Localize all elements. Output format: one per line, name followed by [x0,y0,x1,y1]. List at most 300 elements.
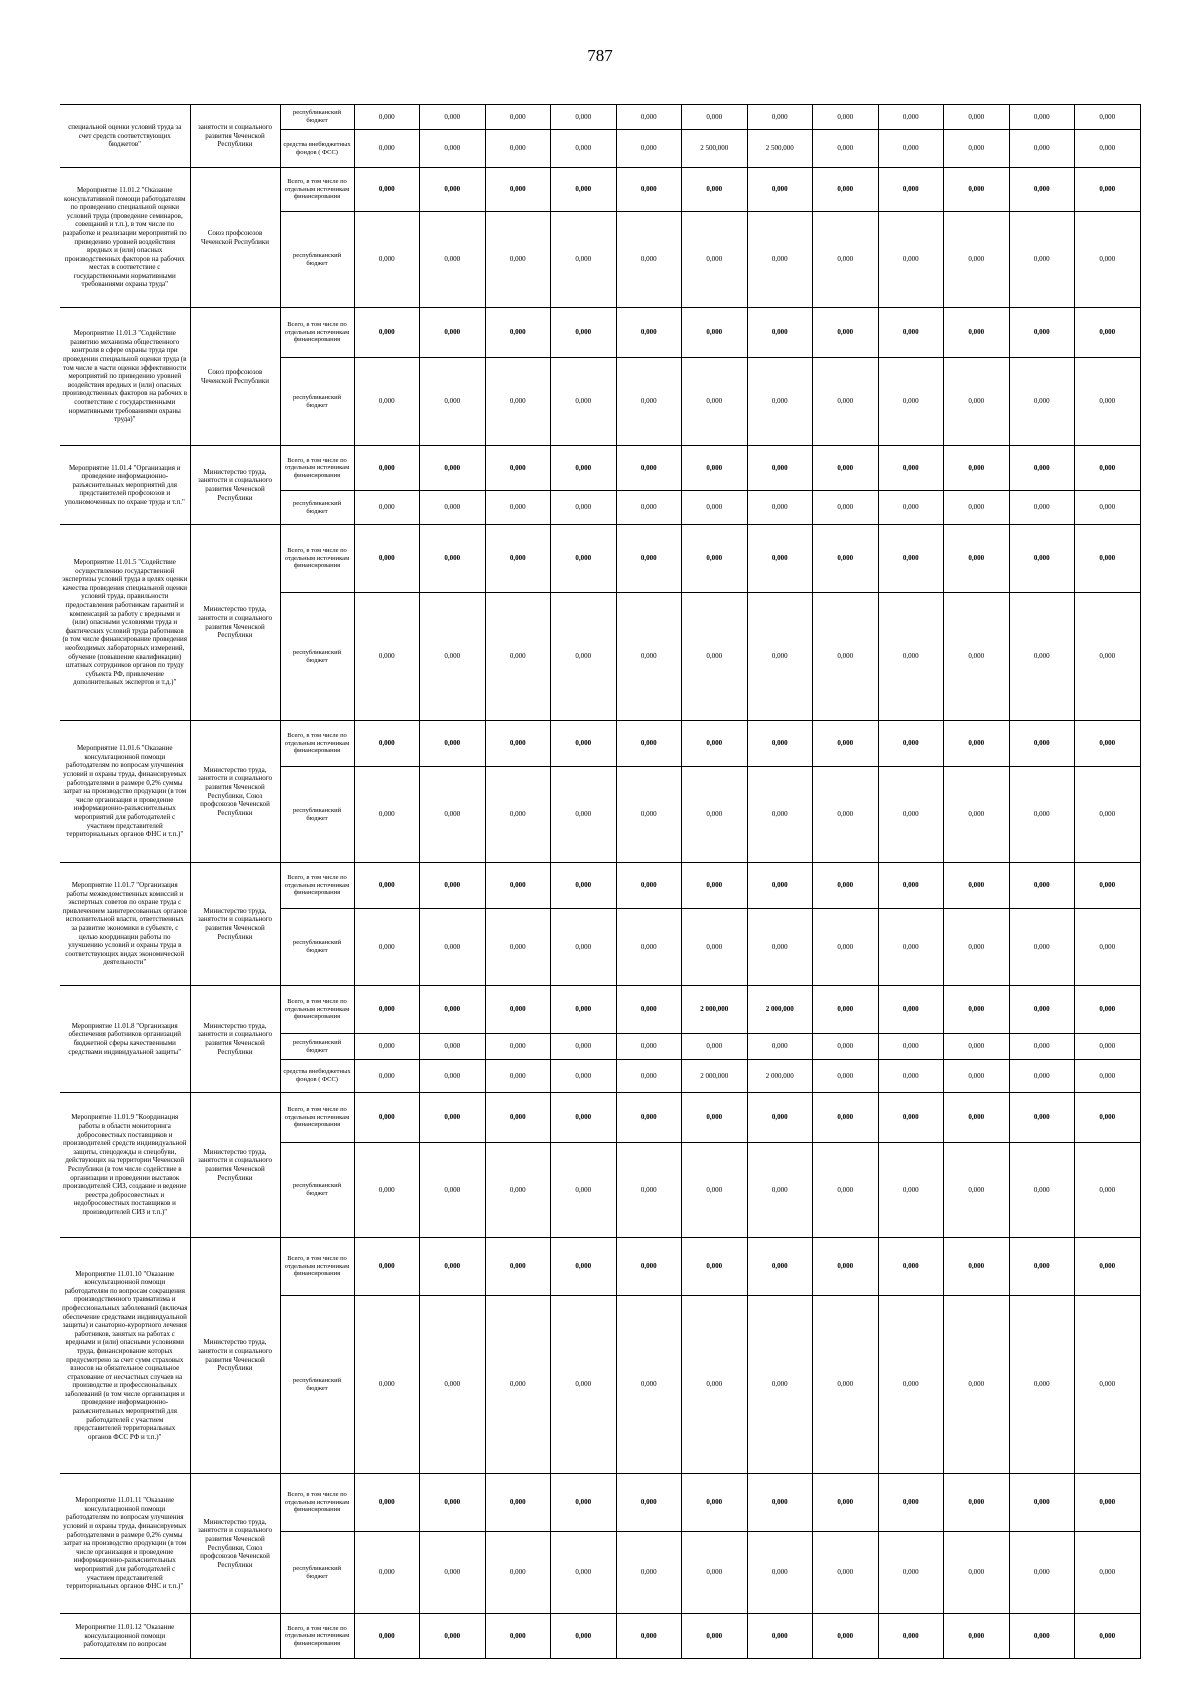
executor-cell: Министерство труда, занятости и социального развития Чеченской Республики, Союз профсоюзов Чеченской Республики [190,721,280,863]
amount-cell: 0,000 [420,1296,486,1474]
amount-cell: 0,000 [747,721,813,767]
amount-cell: 0,000 [878,1474,944,1532]
amount-cell: 0,000 [944,1614,1010,1659]
page-number: 787 [587,46,613,65]
amount-cell: 0,000 [944,1532,1010,1614]
amount-cell: 0,000 [1075,1034,1141,1060]
amount-cell: 0,000 [551,212,617,308]
amount-cell: 0,000 [485,525,551,593]
budget-table [60,104,1141,1659]
amount-cell: 0,000 [747,446,813,491]
executor-cell [190,1614,280,1659]
amount-cell: 0,000 [420,593,486,721]
amount-cell: 0,000 [1009,1034,1075,1060]
amount-cell: 0,000 [1009,863,1075,909]
amount-cell: 0,000 [485,721,551,767]
amount-cell: 0,000 [1009,1093,1075,1143]
table-row [60,986,1140,1034]
amount-cell: 0,000 [551,446,617,491]
amount-cell: 0,000 [485,1060,551,1093]
amount-cell: 0,000 [616,863,682,909]
amount-cell: 0,000 [354,446,420,491]
amount-cell: 0,000 [813,446,879,491]
amount-cell: 0,000 [682,593,748,721]
amount-cell: 2 500,000 [747,130,813,168]
amount-cell: 0,000 [354,525,420,593]
amount-cell: 0,000 [354,1060,420,1093]
amount-cell: 0,000 [485,909,551,986]
amount-cell: 0,000 [878,721,944,767]
amount-cell: 0,000 [354,1614,420,1659]
amount-cell: 0,000 [682,767,748,863]
amount-cell: 0,000 [1075,1060,1141,1093]
amount-cell: 0,000 [485,491,551,525]
amount-cell: 0,000 [551,130,617,168]
amount-cell: 0,000 [944,1474,1010,1532]
amount-cell: 0,000 [878,525,944,593]
amount-cell: 0,000 [813,1143,879,1238]
amount-cell: 0,000 [485,212,551,308]
amount-cell: 0,000 [420,767,486,863]
amount-cell: 0,000 [944,1093,1010,1143]
amount-cell: 0,000 [682,491,748,525]
amount-cell: 0,000 [485,105,551,130]
amount-cell: 0,000 [747,168,813,212]
amount-cell: 0,000 [682,1093,748,1143]
amount-cell: 0,000 [878,1060,944,1093]
amount-cell: 0,000 [944,1238,1010,1296]
amount-cell: 0,000 [944,593,1010,721]
activity-cell: Мероприятие 11.01.12 "Оказание консультационной помощи работодателям по вопросам [60,1614,190,1659]
activity-cell: Мероприятие 11.01.9 "Координация работы в области мониторинга добросовестных поставщиков и производителей средств индивидуальной защиты, спецодежды и спецобуви, действующих на территории Чеченской Республики (в том числе содействие в организации и проведении выставок производителей СИЗ, создание и ведение реестра добросовестных и недобросовестных поставщиков и производителей СИЗ и т.п.)" [60,1093,190,1238]
amount-cell: 0,000 [878,130,944,168]
amount-cell: 0,000 [878,986,944,1034]
executor-cell: Министерство труда, занятости и социального развития Чеченской Республики [190,1093,280,1238]
funding-source-cell: Всего, в том числе по отдельным источникам финансирования [280,308,354,358]
amount-cell: 0,000 [354,1034,420,1060]
amount-cell: 0,000 [420,491,486,525]
amount-cell: 0,000 [354,308,420,358]
amount-cell: 0,000 [551,1238,617,1296]
amount-cell: 0,000 [551,1093,617,1143]
amount-cell: 0,000 [551,721,617,767]
amount-cell: 0,000 [1075,1474,1141,1532]
amount-cell: 0,000 [747,767,813,863]
amount-cell: 0,000 [1075,491,1141,525]
amount-cell: 0,000 [813,986,879,1034]
activity-cell: специальной оценки условий труда за счет средств соответствующих бюджетов" [60,105,190,168]
amount-cell: 0,000 [354,1474,420,1532]
amount-cell: 0,000 [551,1296,617,1474]
amount-cell: 0,000 [485,308,551,358]
amount-cell: 0,000 [1075,446,1141,491]
amount-cell: 0,000 [682,212,748,308]
amount-cell: 0,000 [878,491,944,525]
amount-cell: 0,000 [354,1143,420,1238]
amount-cell: 0,000 [354,168,420,212]
amount-cell: 0,000 [747,909,813,986]
amount-cell: 0,000 [1075,525,1141,593]
amount-cell: 0,000 [420,130,486,168]
amount-cell: 0,000 [551,986,617,1034]
amount-cell: 0,000 [354,1532,420,1614]
amount-cell: 0,000 [682,168,748,212]
amount-cell: 0,000 [813,863,879,909]
amount-cell: 0,000 [682,358,748,446]
amount-cell: 0,000 [1009,909,1075,986]
amount-cell: 2 000,000 [747,1060,813,1093]
amount-cell: 0,000 [1009,1296,1075,1474]
table-row [60,105,1140,130]
funding-source-cell: Всего, в том числе по отдельным источникам финансирования [280,1093,354,1143]
amount-cell: 0,000 [551,1532,617,1614]
amount-cell: 2 000,000 [747,986,813,1034]
amount-cell: 0,000 [944,909,1010,986]
amount-cell: 0,000 [420,308,486,358]
funding-source-cell: средства внебюджетных фондов ( ФСС) [280,130,354,168]
amount-cell: 0,000 [747,1093,813,1143]
amount-cell: 0,000 [551,1143,617,1238]
amount-cell: 0,000 [616,105,682,130]
amount-cell: 0,000 [813,1060,879,1093]
amount-cell: 0,000 [878,1532,944,1614]
amount-cell: 0,000 [1075,863,1141,909]
amount-cell: 0,000 [682,909,748,986]
activity-cell: Мероприятие 11.01.5 "Содействие осуществлению государственной экспертизы условий труда в целях оценки качества проведения специальной оценки условий труда, правильности предоставления работникам гарантий и компенсаций за работу с вредными и (или) опасными условиями труда и фактических условий труда работников (в том числе финансирование проведения необходимых лабораторных измерений, обучение (повышение квалификации) штатных сотрудников органов по труду субъекта РФ, привлечение дополнительных экспертов и т.д.)" [60,525,190,721]
amount-cell: 0,000 [747,1034,813,1060]
amount-cell: 0,000 [813,1614,879,1659]
amount-cell: 0,000 [878,168,944,212]
amount-cell: 0,000 [944,168,1010,212]
amount-cell: 0,000 [944,1143,1010,1238]
amount-cell: 0,000 [682,1532,748,1614]
amount-cell: 0,000 [354,863,420,909]
amount-cell: 0,000 [420,1238,486,1296]
amount-cell: 0,000 [1075,986,1141,1034]
amount-cell: 0,000 [878,863,944,909]
amount-cell: 0,000 [485,767,551,863]
amount-cell: 0,000 [878,308,944,358]
amount-cell: 0,000 [354,593,420,721]
amount-cell: 0,000 [682,1296,748,1474]
amount-cell: 0,000 [551,1474,617,1532]
amount-cell: 0,000 [682,721,748,767]
amount-cell: 0,000 [878,909,944,986]
executor-cell: Министерство труда, занятости и социального развития Чеченской Республики [190,1238,280,1474]
amount-cell: 0,000 [551,491,617,525]
amount-cell: 0,000 [485,1238,551,1296]
amount-cell: 0,000 [485,986,551,1034]
amount-cell: 0,000 [1009,1238,1075,1296]
executor-cell: Министерство труда, занятости и социального развития Чеченской Республики [190,446,280,525]
amount-cell: 0,000 [747,105,813,130]
table-row [60,1093,1140,1143]
amount-cell: 0,000 [747,308,813,358]
amount-cell: 0,000 [813,767,879,863]
amount-cell: 0,000 [420,909,486,986]
amount-cell: 0,000 [420,212,486,308]
amount-cell: 0,000 [878,1296,944,1474]
amount-cell: 0,000 [878,105,944,130]
amount-cell: 0,000 [616,767,682,863]
amount-cell: 0,000 [813,130,879,168]
amount-cell: 0,000 [1075,1143,1141,1238]
amount-cell: 0,000 [616,986,682,1034]
amount-cell: 0,000 [682,863,748,909]
amount-cell: 0,000 [944,1034,1010,1060]
amount-cell: 0,000 [878,1238,944,1296]
amount-cell: 0,000 [1009,525,1075,593]
funding-source-cell: республиканский бюджет [280,1532,354,1614]
amount-cell: 0,000 [813,308,879,358]
amount-cell: 0,000 [1009,446,1075,491]
funding-source-cell: Всего, в том числе по отдельным источникам финансирования [280,1238,354,1296]
amount-cell: 0,000 [944,525,1010,593]
amount-cell: 2 000,000 [682,986,748,1034]
amount-cell: 0,000 [1009,308,1075,358]
amount-cell: 0,000 [616,1532,682,1614]
amount-cell: 0,000 [616,1034,682,1060]
table-row [60,308,1140,358]
amount-cell: 0,000 [813,593,879,721]
amount-cell: 0,000 [551,1614,617,1659]
amount-cell: 0,000 [616,212,682,308]
amount-cell: 0,000 [747,212,813,308]
amount-cell: 0,000 [944,986,1010,1034]
amount-cell: 0,000 [682,308,748,358]
amount-cell: 0,000 [485,168,551,212]
amount-cell: 0,000 [1009,767,1075,863]
activity-cell: Мероприятие 11.01.7 "Организация работы межведомственных комиссий и экспертных советов по охране труда с привлечением заинтересованных органов исполнительной власти, ответственных за развитие экономики в субъекте, с целью координации работы по улучшению условий и охраны труда в соответствующих видах экономической деятельности" [60,863,190,986]
amount-cell: 0,000 [551,909,617,986]
amount-cell: 0,000 [944,491,1010,525]
amount-cell: 0,000 [1009,105,1075,130]
amount-cell: 0,000 [354,986,420,1034]
amount-cell: 0,000 [813,358,879,446]
amount-cell: 0,000 [813,525,879,593]
amount-cell: 0,000 [485,1143,551,1238]
amount-cell: 0,000 [944,308,1010,358]
amount-cell: 0,000 [1009,358,1075,446]
table-row [60,863,1140,909]
amount-cell: 0,000 [1009,130,1075,168]
amount-cell: 0,000 [878,1034,944,1060]
amount-cell: 0,000 [747,525,813,593]
amount-cell: 0,000 [420,446,486,491]
amount-cell: 0,000 [420,358,486,446]
funding-source-cell: Всего, в том числе по отдельным источникам финансирования [280,168,354,212]
amount-cell: 2 000,000 [682,1060,748,1093]
amount-cell: 0,000 [1075,593,1141,721]
amount-cell: 0,000 [944,130,1010,168]
amount-cell: 0,000 [354,1238,420,1296]
amount-cell: 0,000 [944,1296,1010,1474]
amount-cell: 0,000 [944,105,1010,130]
executor-cell: Министерство труда, занятости и социального развития Чеченской Республики [190,986,280,1093]
amount-cell: 0,000 [813,491,879,525]
amount-cell: 0,000 [1009,168,1075,212]
funding-source-cell: республиканский бюджет [280,593,354,721]
amount-cell: 0,000 [1075,1532,1141,1614]
amount-cell: 0,000 [1009,212,1075,308]
activity-cell: Мероприятие 11.01.6 "Оказание консультационной помощи работодателям по вопросам улучшения условий и охраны труда, финансируемых работодателями в размере 0,2% суммы затрат на производство продукции (в том числе организация и проведение информационно-разъяснительных мероприятий для работодателей с участием представителей территориальных органов ФНС и т.п.)" [60,721,190,863]
amount-cell: 0,000 [420,986,486,1034]
amount-cell: 0,000 [747,1238,813,1296]
amount-cell: 0,000 [944,863,1010,909]
amount-cell: 0,000 [420,863,486,909]
amount-cell: 0,000 [420,1143,486,1238]
amount-cell: 0,000 [813,105,879,130]
amount-cell: 0,000 [1075,308,1141,358]
amount-cell: 0,000 [551,863,617,909]
amount-cell: 0,000 [485,1532,551,1614]
amount-cell: 0,000 [354,1093,420,1143]
amount-cell: 0,000 [813,212,879,308]
amount-cell: 0,000 [1009,491,1075,525]
amount-cell: 0,000 [747,1614,813,1659]
activity-cell: Мероприятие 11.01.11 "Оказание консультационной помощи работодателям по вопросам улучшения условий и охраны труда, финансируемых работодателями в размере 0,2% суммы затрат на производство продукции (в том числе организация и проведение информационно-разъяснительных мероприятий для работодателей с участием представителей территориальных органов ФНС и т.п.)" [60,1474,190,1614]
amount-cell: 0,000 [1009,593,1075,721]
amount-cell: 0,000 [944,1060,1010,1093]
amount-cell: 0,000 [420,721,486,767]
amount-cell: 0,000 [682,1034,748,1060]
funding-source-cell: республиканский бюджет [280,1034,354,1060]
amount-cell: 0,000 [420,1093,486,1143]
amount-cell: 0,000 [1075,358,1141,446]
amount-cell: 0,000 [616,909,682,986]
amount-cell: 0,000 [1009,721,1075,767]
amount-cell: 0,000 [616,308,682,358]
amount-cell: 0,000 [485,1296,551,1474]
amount-cell: 0,000 [1075,721,1141,767]
funding-source-cell: Всего, в том числе по отдельным источникам финансирования [280,1614,354,1659]
table-row [60,1614,1140,1659]
amount-cell: 0,000 [747,593,813,721]
amount-cell: 0,000 [551,1034,617,1060]
funding-source-cell: Всего, в том числе по отдельным источникам финансирования [280,525,354,593]
table-row [60,525,1140,593]
amount-cell: 0,000 [485,1474,551,1532]
amount-cell: 0,000 [616,1296,682,1474]
funding-source-cell: республиканский бюджет [280,212,354,308]
amount-cell: 0,000 [682,446,748,491]
amount-cell: 0,000 [1075,212,1141,308]
amount-cell: 0,000 [1075,1238,1141,1296]
amount-cell: 0,000 [747,1143,813,1238]
amount-cell: 0,000 [682,1474,748,1532]
amount-cell: 0,000 [354,767,420,863]
amount-cell: 0,000 [616,491,682,525]
amount-cell: 0,000 [944,212,1010,308]
amount-cell: 0,000 [616,1474,682,1532]
amount-cell: 0,000 [813,1532,879,1614]
funding-source-cell: Всего, в том числе по отдельным источникам финансирования [280,863,354,909]
amount-cell: 0,000 [616,1060,682,1093]
amount-cell: 0,000 [616,1238,682,1296]
amount-cell: 0,000 [1075,1296,1141,1474]
amount-cell: 0,000 [616,525,682,593]
amount-cell: 0,000 [485,358,551,446]
amount-cell: 0,000 [354,1296,420,1474]
amount-cell: 0,000 [747,1296,813,1474]
amount-cell: 0,000 [813,1093,879,1143]
amount-cell: 0,000 [354,721,420,767]
amount-cell: 0,000 [354,491,420,525]
amount-cell: 0,000 [944,721,1010,767]
executor-cell: занятости и социального развития Чеченской Республики [190,105,280,168]
amount-cell: 0,000 [551,525,617,593]
funding-source-cell: республиканский бюджет [280,909,354,986]
amount-cell: 0,000 [616,446,682,491]
amount-cell: 0,000 [813,1474,879,1532]
amount-cell: 0,000 [813,1296,879,1474]
amount-cell: 0,000 [1075,1614,1141,1659]
table-row [60,1238,1140,1296]
funding-source-cell: средства внебюджетных фондов ( ФСС) [280,1060,354,1093]
funding-source-cell: республиканский бюджет [280,1296,354,1474]
amount-cell: 0,000 [1075,767,1141,863]
amount-cell: 0,000 [551,168,617,212]
amount-cell: 0,000 [878,767,944,863]
amount-cell: 0,000 [551,358,617,446]
amount-cell: 0,000 [1075,168,1141,212]
amount-cell: 0,000 [878,212,944,308]
amount-cell: 0,000 [616,721,682,767]
amount-cell: 0,000 [616,1093,682,1143]
amount-cell: 0,000 [420,1532,486,1614]
amount-cell: 0,000 [616,358,682,446]
funding-source-cell: Всего, в том числе по отдельным источникам финансирования [280,1474,354,1532]
amount-cell: 0,000 [485,1093,551,1143]
amount-cell: 0,000 [420,1060,486,1093]
table-row [60,168,1140,212]
amount-cell: 0,000 [747,1532,813,1614]
amount-cell: 0,000 [551,1060,617,1093]
amount-cell: 0,000 [1075,1093,1141,1143]
amount-cell: 0,000 [747,1474,813,1532]
amount-cell: 0,000 [1009,1614,1075,1659]
amount-cell: 0,000 [354,130,420,168]
amount-cell: 0,000 [878,1093,944,1143]
table-row [60,721,1140,767]
amount-cell: 0,000 [616,1143,682,1238]
amount-cell: 0,000 [420,1614,486,1659]
amount-cell: 0,000 [551,105,617,130]
amount-cell: 0,000 [878,1143,944,1238]
funding-source-cell: Всего, в том числе по отдельным источникам финансирования [280,721,354,767]
amount-cell: 0,000 [420,168,486,212]
amount-cell: 0,000 [354,909,420,986]
amount-cell: 0,000 [682,1238,748,1296]
amount-cell: 0,000 [1075,909,1141,986]
amount-cell: 0,000 [485,1614,551,1659]
activity-cell: Мероприятие 11.01.10 "Оказание консультационной помощи работодателям по вопросам сокращения производственного травматизма и профессиональных заболеваний (включая обеспечение средствами индивидуальной защиты) и санаторно-курортного лечения работников, занятых на работах с вредными и (или) опасными условиями труда, финансирование которых предусмотрено за счет сумм страховых взносов на обязательное социальное страхование от несчастных случаев на производстве и профессиональных заболеваний (в том числе организация и проведение информационно-разъяснительных мероприятий для работодателей с участием представителей территориальных органов ФСС РФ и т.п.)" [60,1238,190,1474]
amount-cell: 0,000 [878,358,944,446]
amount-cell: 0,000 [1009,1474,1075,1532]
funding-source-cell: республиканский бюджет [280,491,354,525]
amount-cell: 0,000 [682,525,748,593]
amount-cell: 0,000 [616,593,682,721]
executor-cell: Союз профсоюзов Чеченской Республики [190,308,280,446]
amount-cell: 0,000 [551,767,617,863]
amount-cell: 0,000 [1075,105,1141,130]
amount-cell: 0,000 [1009,986,1075,1034]
amount-cell: 0,000 [944,446,1010,491]
amount-cell: 2 500,000 [682,130,748,168]
amount-cell: 0,000 [1075,130,1141,168]
amount-cell: 0,000 [485,593,551,721]
amount-cell: 0,000 [551,593,617,721]
